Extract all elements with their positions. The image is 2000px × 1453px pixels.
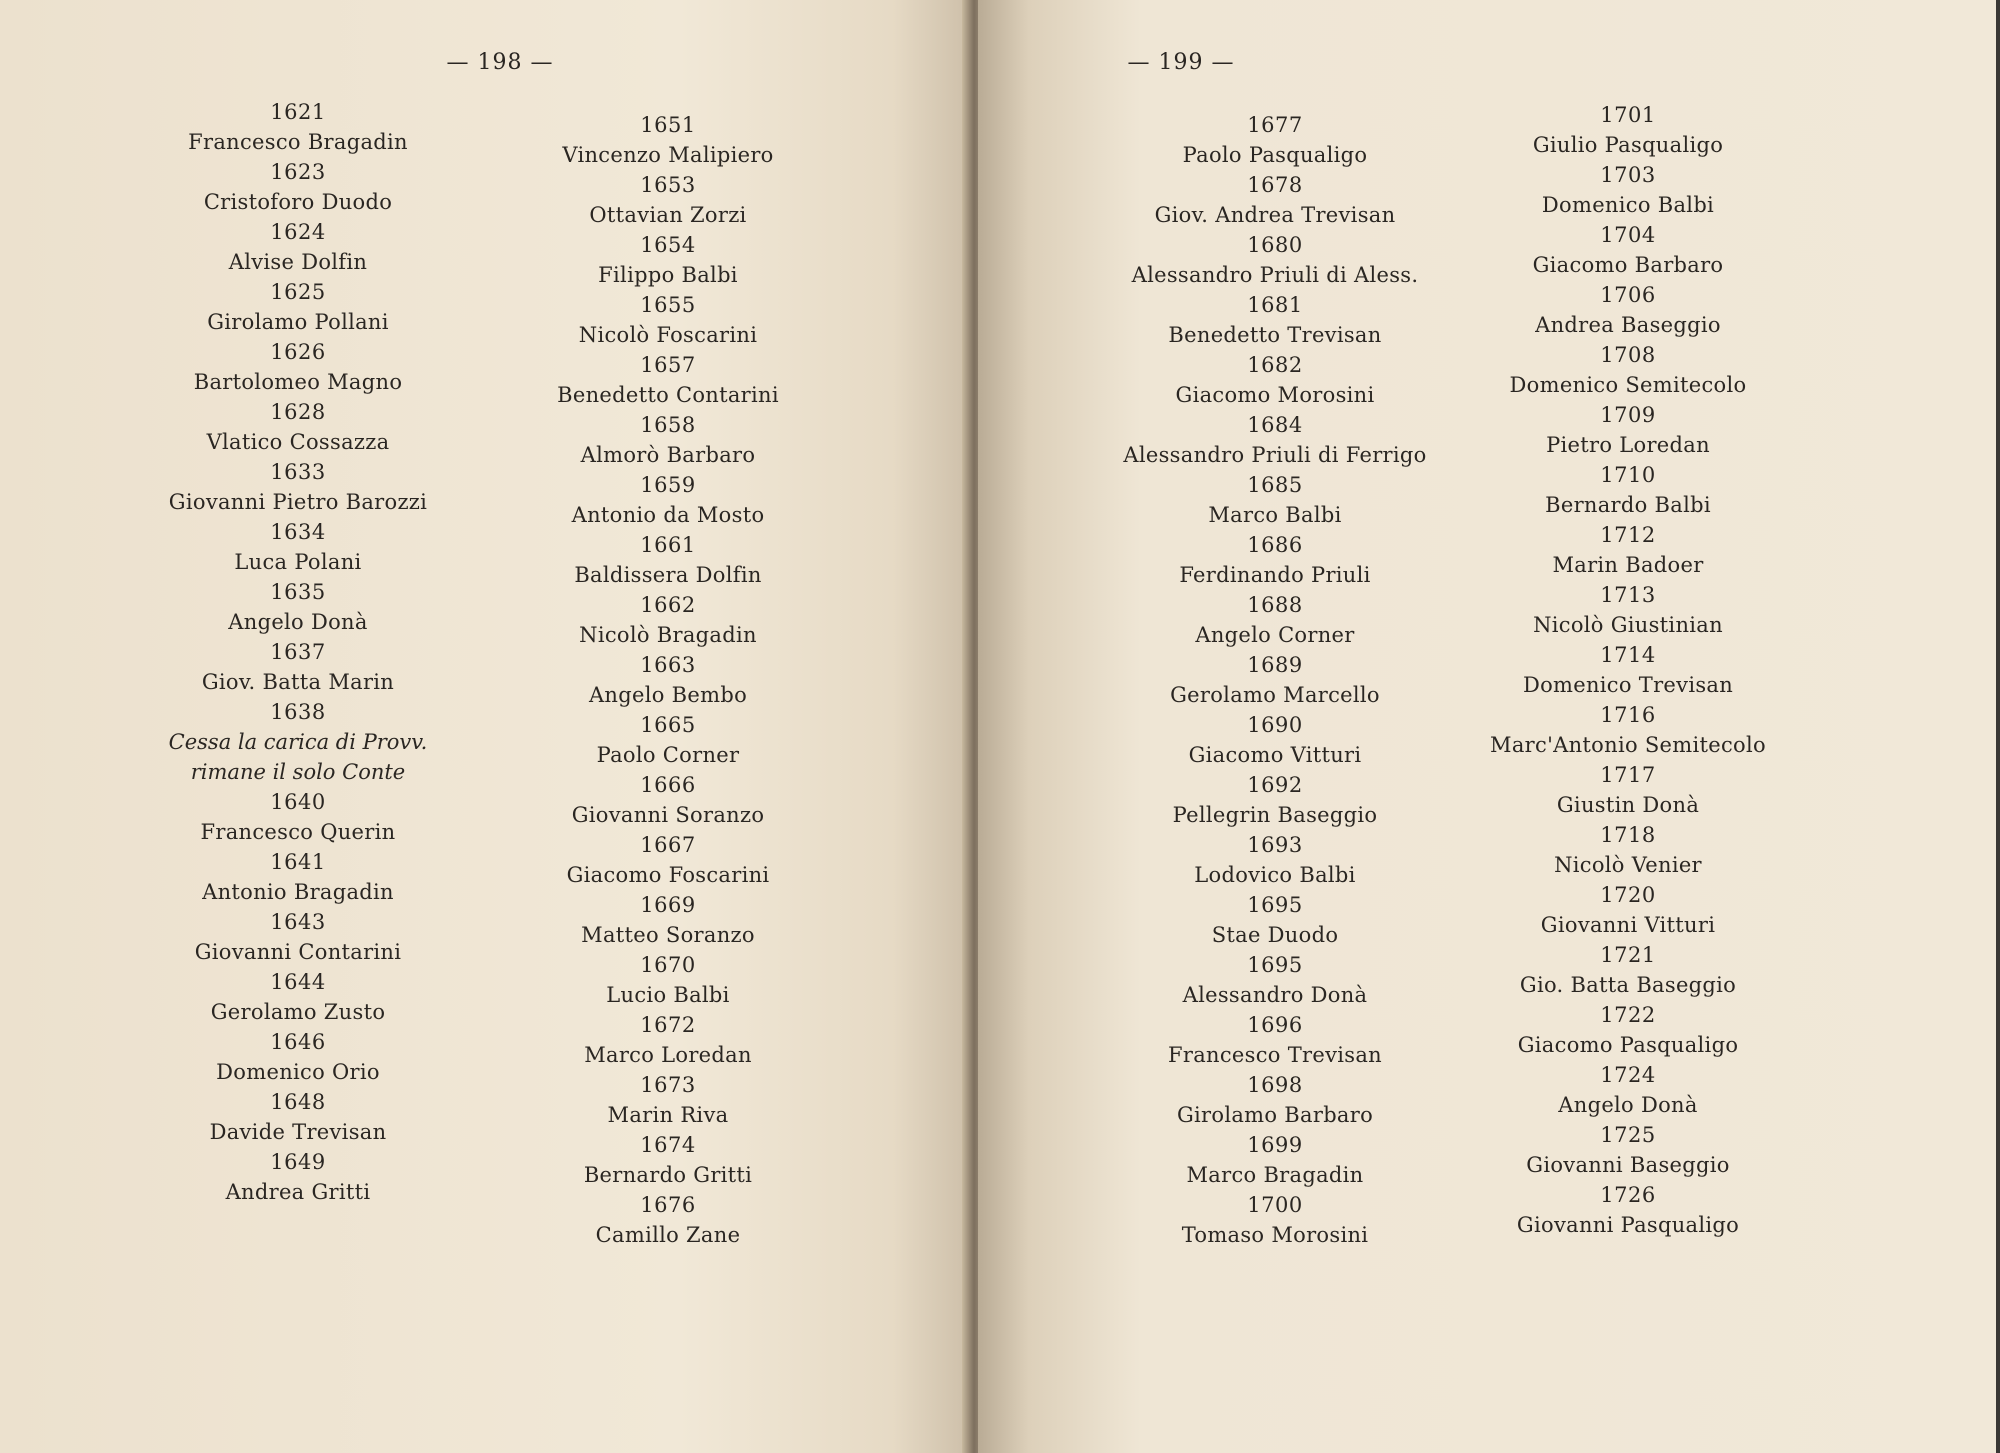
entry-year: 1663 bbox=[640, 653, 696, 677]
entry-year: 1693 bbox=[1247, 833, 1303, 857]
entry-year: 1704 bbox=[1600, 223, 1656, 247]
entry-name: Domenico Balbi bbox=[1541, 193, 1715, 217]
entry-name: Nicolò Bragadin bbox=[579, 623, 757, 647]
entry-year: 1717 bbox=[1600, 763, 1656, 787]
entry-name: Andrea Gritti bbox=[225, 1180, 371, 1204]
entry-year: 1678 bbox=[1247, 173, 1303, 197]
page-199 bbox=[978, 0, 2000, 1453]
page-number: — 198 — bbox=[446, 50, 554, 75]
entry-year: 1621 bbox=[270, 100, 326, 124]
entry-year: 1653 bbox=[640, 173, 696, 197]
entry-year: 1692 bbox=[1247, 773, 1303, 797]
entry-year: 1635 bbox=[270, 580, 326, 604]
entry-name: Paolo Pasqualigo bbox=[1182, 143, 1368, 167]
entry-name: Angelo Donà bbox=[228, 610, 368, 634]
entry-year: 1699 bbox=[1247, 1133, 1303, 1157]
entry-name: Giovanni Soranzo bbox=[571, 803, 765, 827]
entry-name: Girolamo Pollani bbox=[207, 310, 389, 334]
entry-year: 1658 bbox=[640, 413, 696, 437]
entry-name: Angelo Bembo bbox=[588, 683, 748, 707]
entry-year: 1677 bbox=[1247, 113, 1303, 137]
entry-year: 1710 bbox=[1600, 463, 1656, 487]
entry-name: Ottavian Zorzi bbox=[589, 203, 747, 227]
entry-name: Gio. Batta Baseggio bbox=[1519, 973, 1737, 997]
entry-name: Giacomo Vitturi bbox=[1188, 743, 1362, 767]
entry-year: 1669 bbox=[640, 893, 696, 917]
entry-year: 1666 bbox=[640, 773, 696, 797]
entry-year: 1649 bbox=[270, 1150, 326, 1174]
entry-name: Marin Riva bbox=[607, 1103, 729, 1127]
entry-year: 1626 bbox=[270, 340, 326, 364]
entry-year: 1672 bbox=[640, 1013, 696, 1037]
entry-name: Paolo Corner bbox=[596, 743, 740, 767]
entry-name: Giacomo Pasqualigo bbox=[1517, 1033, 1739, 1057]
entry-note: rimane il solo Conte bbox=[190, 760, 406, 784]
entry-name: Angelo Corner bbox=[1195, 623, 1355, 647]
entry-name: Giovanni Baseggio bbox=[1526, 1153, 1730, 1177]
entry-name: Giustin Donà bbox=[1556, 793, 1700, 817]
entry-year: 1698 bbox=[1247, 1073, 1303, 1097]
entry-name: Marco Bragadin bbox=[1186, 1163, 1364, 1187]
entry-name: Domenico Semitecolo bbox=[1509, 373, 1747, 397]
entry-name: Baldissera Dolfin bbox=[574, 563, 762, 587]
entry-name: Antonio Bragadin bbox=[202, 880, 394, 904]
entry-name: Filippo Balbi bbox=[598, 263, 738, 287]
entry-year: 1676 bbox=[640, 1193, 696, 1217]
entry-name: Giovanni Pasqualigo bbox=[1516, 1213, 1740, 1237]
entry-year: 1625 bbox=[270, 280, 326, 304]
entry-year: 1634 bbox=[270, 520, 326, 544]
entry-name: Tomaso Morosini bbox=[1181, 1223, 1369, 1247]
entry-year: 1726 bbox=[1600, 1183, 1656, 1207]
entry-name: Giovanni Contarini bbox=[194, 940, 402, 964]
entry-year: 1651 bbox=[640, 113, 696, 137]
entry-year: 1637 bbox=[270, 640, 326, 664]
entry-year: 1722 bbox=[1600, 1003, 1656, 1027]
entry-year: 1701 bbox=[1600, 103, 1656, 127]
entry-name: Stae Duodo bbox=[1211, 923, 1339, 947]
entry-year: 1716 bbox=[1600, 703, 1656, 727]
entry-year: 1720 bbox=[1600, 883, 1656, 907]
entry-year: 1661 bbox=[640, 533, 696, 557]
entry-year: 1686 bbox=[1247, 533, 1303, 557]
entry-year: 1659 bbox=[640, 473, 696, 497]
entry-name: Marc'Antonio Semitecolo bbox=[1490, 733, 1766, 757]
entry-name: Giacomo Barbaro bbox=[1532, 253, 1724, 277]
entry-year: 1657 bbox=[640, 353, 696, 377]
entry-name: Matteo Soranzo bbox=[581, 923, 755, 947]
entry-year: 1673 bbox=[640, 1073, 696, 1097]
entry-year: 1695 bbox=[1247, 893, 1303, 917]
entry-year: 1646 bbox=[270, 1030, 326, 1054]
left-page-column-1 bbox=[169, 97, 428, 1207]
entry-year: 1721 bbox=[1600, 943, 1656, 967]
entry-year: 1718 bbox=[1600, 823, 1656, 847]
entry-name: Bartolomeo Magno bbox=[193, 370, 403, 394]
entry-year: 1623 bbox=[270, 160, 326, 184]
entry-name: Giulio Pasqualigo bbox=[1532, 133, 1724, 157]
entry-year: 1696 bbox=[1247, 1013, 1303, 1037]
entry-year: 1670 bbox=[640, 953, 696, 977]
entry-name: Marin Badoer bbox=[1552, 553, 1704, 577]
left-page-column-2 bbox=[557, 110, 779, 1250]
entry-year: 1640 bbox=[270, 790, 326, 814]
entry-year: 1708 bbox=[1600, 343, 1656, 367]
entry-year: 1680 bbox=[1247, 233, 1303, 257]
entry-name: Francesco Bragadin bbox=[188, 130, 408, 154]
entry-name: Alessandro Donà bbox=[1182, 983, 1368, 1007]
entry-name: Giacomo Foscarini bbox=[566, 863, 770, 887]
entry-name: Andrea Baseggio bbox=[1535, 313, 1721, 337]
entry-year: 1681 bbox=[1247, 293, 1303, 317]
entry-name: Marco Balbi bbox=[1208, 503, 1342, 527]
entry-year: 1690 bbox=[1247, 713, 1303, 737]
entry-name: Benedetto Trevisan bbox=[1168, 323, 1382, 347]
entry-name: Francesco Trevisan bbox=[1168, 1043, 1382, 1067]
page-number: — 199 — bbox=[1127, 50, 1235, 75]
page-198 bbox=[0, 0, 970, 1453]
entry-year: 1695 bbox=[1247, 953, 1303, 977]
entry-name: Pietro Loredan bbox=[1546, 433, 1710, 457]
entry-name: Angelo Donà bbox=[1558, 1093, 1698, 1117]
entry-name: Marco Loredan bbox=[584, 1043, 752, 1067]
entry-name: Giov. Andrea Trevisan bbox=[1154, 203, 1396, 227]
entry-year: 1713 bbox=[1600, 583, 1656, 607]
entry-name: Antonio da Mosto bbox=[571, 503, 765, 527]
right-page-column-1 bbox=[1123, 110, 1426, 1250]
entry-name: Lucio Balbi bbox=[606, 983, 730, 1007]
entry-year: 1688 bbox=[1247, 593, 1303, 617]
entry-year: 1724 bbox=[1600, 1063, 1656, 1087]
entry-name: Gerolamo Marcello bbox=[1170, 683, 1380, 707]
entry-year: 1667 bbox=[640, 833, 696, 857]
entry-year: 1706 bbox=[1600, 283, 1656, 307]
entry-year: 1685 bbox=[1247, 473, 1303, 497]
entry-year: 1643 bbox=[270, 910, 326, 934]
entry-name: Alvise Dolfin bbox=[228, 250, 368, 274]
entry-year: 1644 bbox=[270, 970, 326, 994]
entry-name: Nicolò Venier bbox=[1554, 853, 1702, 877]
entry-year: 1689 bbox=[1247, 653, 1303, 677]
entry-year: 1684 bbox=[1247, 413, 1303, 437]
entry-name: Giovanni Vitturi bbox=[1540, 913, 1716, 937]
entry-year: 1648 bbox=[270, 1090, 326, 1114]
entry-name: Ferdinando Priuli bbox=[1179, 563, 1371, 587]
entry-year: 1703 bbox=[1600, 163, 1656, 187]
entry-name: Cristoforo Duodo bbox=[203, 190, 393, 214]
entry-name: Vincenzo Malipiero bbox=[562, 143, 774, 167]
entry-year: 1633 bbox=[270, 460, 326, 484]
entry-year: 1714 bbox=[1600, 643, 1656, 667]
entry-name: Luca Polani bbox=[234, 550, 362, 574]
entry-year: 1638 bbox=[270, 700, 326, 724]
entry-year: 1624 bbox=[270, 220, 326, 244]
entry-name: Camillo Zane bbox=[595, 1223, 741, 1247]
entry-name: Nicolò Giustinian bbox=[1533, 613, 1723, 637]
entry-year: 1662 bbox=[640, 593, 696, 617]
entry-name: Alessandro Priuli di Aless. bbox=[1131, 263, 1419, 287]
entry-year: 1641 bbox=[270, 850, 326, 874]
entry-name: Domenico Orio bbox=[216, 1060, 380, 1084]
entry-year: 1700 bbox=[1247, 1193, 1303, 1217]
entry-name: Alessandro Priuli di Ferrigo bbox=[1123, 443, 1427, 467]
entry-name: Domenico Trevisan bbox=[1522, 673, 1734, 697]
entry-name: Davide Trevisan bbox=[209, 1120, 387, 1144]
entry-name: Lodovico Balbi bbox=[1194, 863, 1356, 887]
entry-year: 1674 bbox=[640, 1133, 696, 1157]
entry-name: Pellegrin Baseggio bbox=[1172, 803, 1378, 827]
entry-name: Almorò Barbaro bbox=[580, 443, 756, 467]
entry-name: Francesco Querin bbox=[200, 820, 396, 844]
entry-name: Giov. Batta Marin bbox=[201, 670, 395, 694]
entry-year: 1725 bbox=[1600, 1123, 1656, 1147]
entry-name: Vlatico Cossazza bbox=[206, 430, 390, 454]
entry-name: Giovanni Pietro Barozzi bbox=[168, 490, 428, 514]
entry-name: Giacomo Morosini bbox=[1175, 383, 1375, 407]
entry-note: Cessa la carica di Provv. bbox=[168, 730, 428, 754]
entry-year: 1709 bbox=[1600, 403, 1656, 427]
entry-year: 1654 bbox=[640, 233, 696, 257]
entry-name: Gerolamo Zusto bbox=[210, 1000, 386, 1024]
entry-year: 1665 bbox=[640, 713, 696, 737]
entry-name: Nicolò Foscarini bbox=[578, 323, 758, 347]
entry-year: 1712 bbox=[1600, 523, 1656, 547]
entry-name: Bernardo Balbi bbox=[1545, 493, 1711, 517]
right-page-column-2 bbox=[1490, 100, 1766, 1240]
entry-year: 1628 bbox=[270, 400, 326, 424]
entry-name: Girolamo Barbaro bbox=[1176, 1103, 1374, 1127]
entry-name: Bernardo Gritti bbox=[583, 1163, 753, 1187]
entry-name: Benedetto Contarini bbox=[557, 383, 779, 407]
entry-year: 1655 bbox=[640, 293, 696, 317]
entry-year: 1682 bbox=[1247, 353, 1303, 377]
